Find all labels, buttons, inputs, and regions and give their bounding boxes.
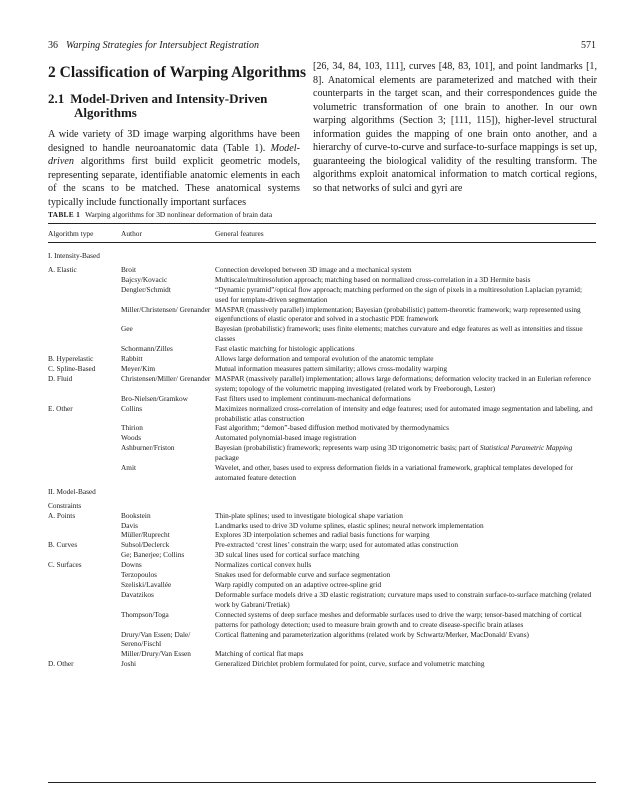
- cell-algorithm-type: B. Curves: [48, 540, 78, 550]
- cell-author: Miller/Christensen/ Grenander: [121, 304, 211, 314]
- column-header-general-features: General features: [215, 229, 264, 238]
- subsection-title-line2: Algorithms: [74, 105, 137, 120]
- column-header-author: Author: [121, 229, 142, 238]
- cell-general-features: Snakes used for deformable curve and surface segmentation: [215, 570, 391, 580]
- cell-general-features: Multiscale/multiresolution approach; matching based on normalized cross-correlation in a 3D Hermite basis: [215, 274, 531, 284]
- cell-general-features: Thin-plate splines; used to investigate biological shape variation: [215, 510, 403, 520]
- cell-author: Davatzikos: [121, 589, 154, 599]
- cell-algorithm-type: A. Elastic: [48, 264, 77, 274]
- left-paragraph-text-cont: algorithms first build explicit geometric models, representing separate, identifiable anatomic elements in each of the scans to be matched. These anatomical systems typically include functionally important surfaces: [48, 156, 300, 208]
- table-row: [48, 560, 596, 570]
- table-row: [48, 374, 596, 394]
- table-header-rule: [48, 242, 596, 243]
- cell-algorithm-type: [48, 550, 121, 560]
- page-number: 571: [581, 40, 596, 51]
- table-row: [48, 630, 596, 650]
- cell-author: Miller/Drury/Van Essen: [121, 649, 191, 659]
- table-row: [48, 511, 596, 521]
- cell-algorithm-type: [48, 530, 121, 540]
- cell-author: Collins: [121, 403, 143, 413]
- left-paragraph-italic-term: Model-driven: [48, 142, 300, 168]
- running-head: [48, 40, 596, 52]
- table-row: [48, 305, 596, 325]
- chapter-title: Warping Strategies for Intersubject Registration: [66, 40, 259, 51]
- cell-general-features: “Dynamic pyramid”/optical flow approach; matching performed on the sign of pixels in a multiresolution Laplacian pyramid; used for template-driven segmentation: [215, 284, 582, 304]
- cell-general-features: Fast elastic matching for histologic applications: [215, 344, 355, 354]
- cell-author: Müller/Ruprecht: [121, 530, 170, 540]
- table-row: [48, 443, 596, 463]
- cell-author: Davis: [121, 520, 139, 530]
- cell-general-features: [215, 443, 596, 463]
- table-row: [48, 590, 596, 610]
- cell-algorithm-type: C. Surfaces: [48, 560, 82, 570]
- cell-general-features: Pre-extracted ‘crest lines’ constrain the warp; used for automated atlas construction: [215, 540, 459, 550]
- cell-algorithm-type: [48, 423, 121, 433]
- cell-general-features: Normalizes cortical convex hulls: [215, 560, 312, 570]
- cell-algorithm-type: D. Other: [48, 659, 74, 669]
- table-row: [48, 580, 596, 590]
- cell-features-text: Bayesian (probabilistic) framework; represents warp using 3D trigonometric basis; part of: [215, 443, 480, 453]
- table-row: [48, 433, 596, 443]
- cell-author: Subsol/Declerck: [121, 540, 170, 550]
- cell-algorithm-type: [48, 463, 121, 483]
- cell-algorithm-type: [48, 285, 121, 305]
- cell-algorithm-type: [48, 570, 121, 580]
- cell-algorithm-type: [48, 590, 121, 610]
- left-column: [48, 64, 307, 210]
- column-header-algorithm-type: Algorithm type: [48, 229, 94, 238]
- cell-general-features: 3D sulcal lines used for cortical surface matching: [215, 550, 360, 560]
- cell-author: Meyer/Kim: [121, 363, 156, 373]
- section-number: 2: [48, 64, 56, 81]
- cell-author: Amit: [121, 463, 136, 473]
- cell-general-features: Fast filters used to implement continuum-mechanical deformations: [215, 393, 411, 403]
- table-row: [48, 521, 596, 531]
- cell-algorithm-type: [48, 649, 121, 659]
- cell-general-features: Explores 3D interpolation schemes and radial basis functions for warping: [215, 530, 430, 540]
- cell-algorithm-type: [48, 305, 121, 325]
- cell-author: Ge; Banerjee; Collins: [121, 550, 185, 560]
- cell-author: Rabbitt: [121, 354, 143, 364]
- table-row: [48, 394, 596, 404]
- cell-algorithm-type: [48, 433, 121, 443]
- subsection-number: 2.1: [48, 91, 65, 106]
- table-bottom-rule: [48, 782, 596, 783]
- cell-features-tail: package: [215, 453, 239, 463]
- table-row: [48, 404, 596, 424]
- cell-author: Thompson/Toga: [121, 609, 169, 619]
- cell-algorithm-type: E. Other: [48, 403, 73, 413]
- cell-author: Thirion: [121, 423, 143, 433]
- cell-general-features: MASPAR (massively parallel) implementation; allows large deformations; deformation velocity tracked in an Eulerian reference system; topology of the volumetric mapping investigated (related work by Freeborough, Lester): [215, 373, 591, 393]
- cell-general-features: Deformable surface models drive a 3D elastic registration; curvature maps used to constrain surface-to-surface matching (related work by Gabrani/Tretiak): [215, 589, 592, 609]
- cell-general-features: Generalized Dirichlet problem formulated for point, curve, surface and volumetric matching: [215, 659, 485, 669]
- cell-general-features: Connected systems of deep surface meshes and deformable surfaces used to drive the warp; tensor-based matching of cortical patterns for pathology detection; used to measure brain growth and to create disease-specific brain atlases: [215, 609, 582, 629]
- table-caption-text: Warping algorithms for 3D nonlinear deformation of brain data: [85, 210, 273, 219]
- chapter-number: 36: [48, 40, 58, 51]
- cell-algorithm-type: [48, 521, 121, 531]
- table-row: [48, 540, 596, 550]
- table-label: TABLE 1: [48, 210, 81, 219]
- table-row: [48, 251, 596, 261]
- table-row: [48, 344, 596, 354]
- table-row: [48, 423, 596, 433]
- section-title: Classification of Warping Algorithms: [59, 64, 307, 81]
- cell-algorithm-type: [48, 610, 121, 630]
- table-row: [48, 570, 596, 580]
- table-row: [48, 463, 596, 483]
- cell-author: Szeliski/Lavallée: [121, 580, 172, 589]
- cell-algorithm-type: B. Hyperelastic: [48, 354, 94, 364]
- cell-algorithm-type: [48, 275, 121, 285]
- cell-general-features: Mutual information measures pattern similarity; allows cross-modality warping: [215, 363, 448, 373]
- cell-author: Dengler/Schmidt: [121, 284, 171, 294]
- cell-features-italic: Statistical Parametric Mapping: [479, 443, 573, 453]
- table-body: [48, 251, 596, 669]
- table-row: [48, 265, 596, 275]
- table-row: [48, 487, 596, 497]
- cell-general-features: Connection developed between 3D image and a mechanical system: [215, 264, 412, 274]
- cell-algorithm-type: [48, 324, 121, 344]
- table-row: [48, 530, 596, 540]
- subsection-heading: [48, 92, 300, 120]
- cell-general-features: [215, 487, 596, 497]
- cell-algorithm-type: [48, 394, 121, 404]
- subsection-title-line1: Model-Driven and Intensity-Driven: [70, 91, 268, 106]
- cell-general-features: Landmarks used to drive 3D volume splines, elastic splines; neural network implementation: [215, 520, 484, 530]
- cell-algorithm-type: C. Spline-Based: [48, 363, 96, 373]
- cell-algorithm-type: [48, 580, 121, 590]
- cell-algorithm-type: I. Intensity-Based: [48, 251, 100, 260]
- cell-general-features: Wavelet, and other, bases used to express deformation fields in a variational framework, graphical templates developed for automated feature detection: [215, 463, 573, 482]
- table-row: [48, 285, 596, 305]
- cell-author: Broit: [121, 264, 136, 274]
- cell-algorithm-type: [48, 443, 121, 463]
- table-top-rule: [48, 223, 596, 224]
- cell-author: Schormann/Zilles: [121, 344, 173, 354]
- cell-author: Downs: [121, 560, 142, 570]
- cell-author: Woods: [121, 433, 142, 443]
- cell-author: Terzopoulos: [121, 570, 157, 580]
- right-body-paragraph: [26, 34, 84, 103, 111], curves [48, 83, 101], and point landmarks [1, 8]. Anatomical elements are parameterized and matched with their counterparts in the target scan, and their correspondences guide the volumetric transformation of one brain to another. In our own warping algorithms (Section 3; [111, 115]), higher-level structural information guides the mapping of one brain onto another, and a hierarchy of curve-to-curve and surface-to-surface mappings is set up, guaranteeing the biological validity of the resulting transform. The algorithms exploit anatomical information to match cortical regions, so that networks of sulci and gyri are: [313, 61, 597, 194]
- cell-author: Joshi: [121, 659, 137, 669]
- cell-algorithm-type: A. Points: [48, 510, 76, 520]
- cell-algorithm-type: [48, 344, 121, 354]
- cell-general-features: Maximizes normalized cross-correlation of intensity and edge features; used for automated image segmentation and labeling, and probabilistic atlas construction: [215, 403, 593, 423]
- cell-author: Gee: [121, 324, 133, 334]
- right-column: [313, 60, 597, 195]
- cell-general-features: Automated polynomial-based image registration: [215, 433, 357, 443]
- cell-algorithm-type: Constraints: [48, 500, 82, 510]
- cell-general-features: [215, 501, 596, 511]
- cell-author: [121, 501, 215, 511]
- table-row: [48, 501, 596, 511]
- cell-algorithm-type: D. Fluid: [48, 373, 73, 383]
- cell-algorithm-type: II. Model-Based: [48, 486, 96, 496]
- table-caption: [48, 210, 596, 220]
- cell-author: Ashburner/Friston: [121, 443, 175, 453]
- cell-general-features: Matching of cortical flat maps: [215, 649, 304, 659]
- left-paragraph-text: A wide variety of 3D image warping algorithms have been designed to handle neuroanatomic data (Table 1).: [48, 129, 300, 154]
- cell-general-features: Allows large deformation and temporal evolution of the anatomic template: [215, 354, 434, 364]
- cell-algorithm-type: [48, 630, 121, 650]
- table-row: [48, 610, 596, 630]
- table-row: [48, 659, 596, 669]
- section-heading: [48, 64, 307, 82]
- table-row: [48, 324, 596, 344]
- cell-author: Christensen/Miller/ Grenander: [121, 373, 211, 383]
- table-row: [48, 550, 596, 560]
- cell-author: Drury/Van Essen; Dale/ Sereno/Fischl: [121, 629, 191, 649]
- cell-author: [121, 487, 215, 497]
- table-row: [48, 275, 596, 285]
- cell-general-features: Bayesian (probabilistic) framework; uses finite elements; matches curvature and edge features as well as intensities and tissue classes: [215, 324, 583, 344]
- cell-author: Bajcsy/Kovacic: [121, 274, 168, 284]
- cell-general-features: MASPAR (massively parallel) implementation; Bayesian (probabilistic) pattern-theoretic framework; warp represented using eigenfunctions of elastic operator and solved in a stochastic PDE framework: [215, 304, 581, 324]
- table-row: [48, 354, 596, 364]
- left-body-paragraph: [48, 128, 300, 210]
- cell-author: [121, 251, 215, 261]
- cell-general-features: Warp rapidly computed on an adaptive octree-spline grid: [215, 580, 382, 589]
- table-row: [48, 649, 596, 659]
- cell-author: Bookstein: [121, 510, 151, 520]
- cell-general-features: [215, 251, 596, 261]
- cell-general-features: Cortical flattening and parameterization algorithms (related work by Schwartz/Merker, MacDonald/ Evans): [215, 629, 529, 639]
- table-row: [48, 364, 596, 374]
- cell-general-features: Fast algorithm; “demon”-based diffusion method motivated by thermodynamics: [215, 423, 449, 433]
- cell-author: Bro-Nielsen/Gramkow: [121, 393, 188, 403]
